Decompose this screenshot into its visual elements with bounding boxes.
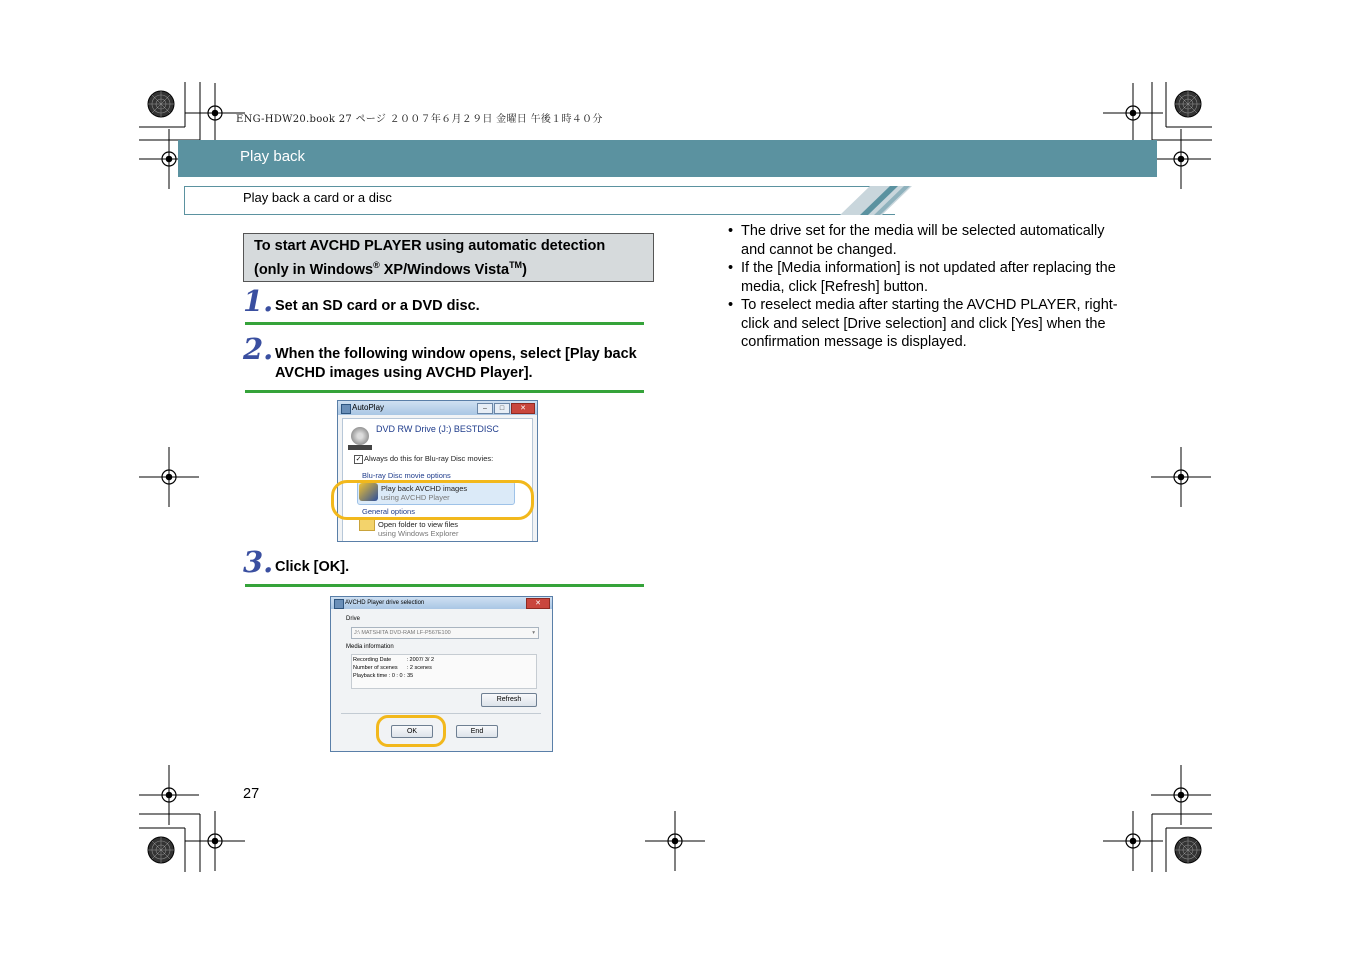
option-subtitle: using AVCHD Player [381,493,450,502]
window-divider [341,713,541,714]
chevron-down-icon: ▾ [532,630,535,636]
maximize-icon[interactable]: □ [494,403,510,414]
note-box-text [254,237,654,279]
highlight-ring [331,480,534,520]
minimize-icon[interactable]: – [477,403,493,414]
step-divider [245,322,644,325]
note-item: • If the [Media information] is not updated after replacing the media, click [Refresh] button. [728,259,1118,296]
dvd-drive-icon [351,427,369,445]
drive-window-titlebar [331,597,552,609]
step-number: 2. [243,332,274,366]
dvd-label-icon [348,445,372,450]
drive-window-title: AVCHD Player drive selection [345,600,425,606]
step-divider [245,390,644,393]
number-of-scenes: Number of scenes : 2 scenes [353,665,432,671]
section-label: Blu-ray Disc movie options [362,471,451,480]
always-checkbox[interactable]: ✓ [355,456,362,463]
page-number: 27 [243,786,260,802]
media-information-label: Media information [346,644,394,650]
always-checkbox-label: Always do this for Blu-ray Disc movies: [364,454,494,463]
end-button[interactable]: End [456,725,498,738]
note-line-2: (only in Windows® XP/Windows Vista™) [254,259,527,278]
step-divider [245,584,644,587]
print-header: ENG-HDW20.book 27 ページ ２００７年６月２９日 金曜日 午後１時４０分 [236,114,603,125]
autoplay-window [337,400,538,542]
step-text: When the following window opens, select [Play back AVCHD images using AVCHD Player]. [275,346,637,381]
option-title: Play back AVCHD images [381,484,468,493]
subtitle: Play back a card or a disc [243,190,392,205]
folder-option-title[interactable]: Open folder to view files [378,520,459,529]
refresh-button[interactable]: Refresh [481,693,537,707]
autoplay-app-icon [341,404,351,414]
recording-date: Recording Date : 2007/ 3/ 2 [353,657,435,663]
drive-window-app-icon [334,599,344,609]
close-icon[interactable]: ✕ [511,403,535,414]
notes-list [728,222,1118,352]
trademark-mark: TM [509,259,523,270]
note-item: • To reselect media after starting the AVCHD PLAYER, right-click and select [Drive selection] and click [Yes] when the confirmation message is displayed. [728,296,1118,352]
subtitle-stripes [830,186,920,216]
note-item: • The drive set for the media will be selected automatically and cannot be changed. [728,222,1118,259]
folder-option-subtitle: using Windows Explorer [378,529,459,538]
autoplay-title: AutoPlay [352,403,385,412]
ok-button[interactable]: OK [391,725,433,738]
close-icon[interactable]: ✕ [526,598,550,609]
drive-dropdown[interactable]: J:\ MATSHITA DVD-RAM LF-P567E100 ▾ [351,627,539,639]
section-title: Play back [240,148,306,165]
section-banner [178,140,1157,177]
step-text: Set an SD card or a DVD disc. [275,298,480,314]
general-options-label: General options [362,507,415,516]
note-line-1: To start AVCHD PLAYER using automatic detection [254,238,606,254]
drive-label: Drive [346,616,361,622]
playback-time: Playback time : 0 : 0 : 35 [353,673,414,679]
registered-mark: ® [373,259,380,270]
step-text: Click [OK]. [275,559,350,575]
step-number: 1. [243,284,274,318]
step-number: 3. [243,545,274,579]
drive-label: DVD RW Drive (J:) BESTDISC [376,424,499,434]
highlight-ring [376,715,446,747]
autoplay-titlebar [338,401,537,415]
